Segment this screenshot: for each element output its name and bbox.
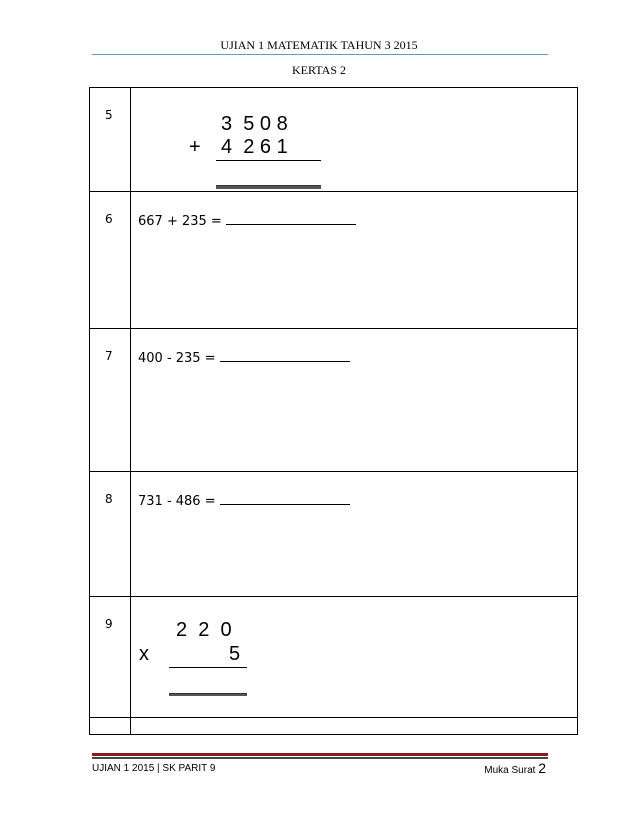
question-body xyxy=(131,597,578,718)
header-rule xyxy=(92,54,548,55)
question-row xyxy=(90,472,578,597)
question-number: 7 xyxy=(105,349,113,363)
question-table xyxy=(89,87,578,735)
question-number-cell xyxy=(90,597,131,718)
table-end-row xyxy=(90,718,578,735)
question-number-cell xyxy=(90,472,131,597)
addend-top: 3 5 0 8 xyxy=(221,113,288,135)
question-body xyxy=(131,472,578,597)
footer-right xyxy=(484,760,546,776)
question-body xyxy=(131,329,578,472)
question-number: 5 xyxy=(105,108,113,122)
question-number-cell xyxy=(90,192,131,329)
question-number: 8 xyxy=(105,492,113,506)
page-number: 2 xyxy=(538,760,546,776)
question-row xyxy=(90,329,578,472)
document-subtitle: KERTAS 2 xyxy=(292,63,346,77)
question-row xyxy=(90,88,578,192)
empty-cell xyxy=(131,718,578,735)
question-body xyxy=(131,192,578,329)
question-number: 6 xyxy=(105,212,113,226)
question-number-cell xyxy=(90,329,131,472)
equation-text: 731 - 486 = xyxy=(138,494,220,509)
equation-text: 667 + 235 = xyxy=(138,214,226,229)
multiplicand: 2 2 0 xyxy=(176,619,232,641)
operator-times: x xyxy=(139,643,149,665)
document-title: UJIAN 1 MATEMATIK TAHUN 3 2015 xyxy=(220,38,418,52)
footer-rule xyxy=(92,757,548,759)
equation-text: 400 - 235 = xyxy=(138,351,220,366)
question-row xyxy=(90,597,578,718)
question-number: 9 xyxy=(105,617,113,631)
footer-rule xyxy=(92,753,548,756)
addend-bottom: 4 2 6 1 xyxy=(221,136,288,158)
equation xyxy=(138,349,350,366)
sum-line xyxy=(216,160,321,161)
answer-blank xyxy=(226,212,356,225)
equation xyxy=(138,212,356,229)
answer-blank xyxy=(216,185,321,189)
equation xyxy=(138,492,350,509)
page-label: Muka Surat xyxy=(484,765,536,776)
answer-blank xyxy=(220,349,350,362)
answer-blank xyxy=(169,693,247,696)
product-line xyxy=(169,667,247,668)
operator-plus: + xyxy=(189,136,201,158)
answer-blank xyxy=(220,492,350,505)
question-row xyxy=(90,192,578,329)
multiplier: 5 xyxy=(229,643,241,665)
footer-left: UJIAN 1 2015 | SK PARIT 9 xyxy=(92,763,216,774)
question-number-cell xyxy=(90,88,131,192)
question-body xyxy=(131,88,578,192)
empty-cell xyxy=(90,718,131,735)
